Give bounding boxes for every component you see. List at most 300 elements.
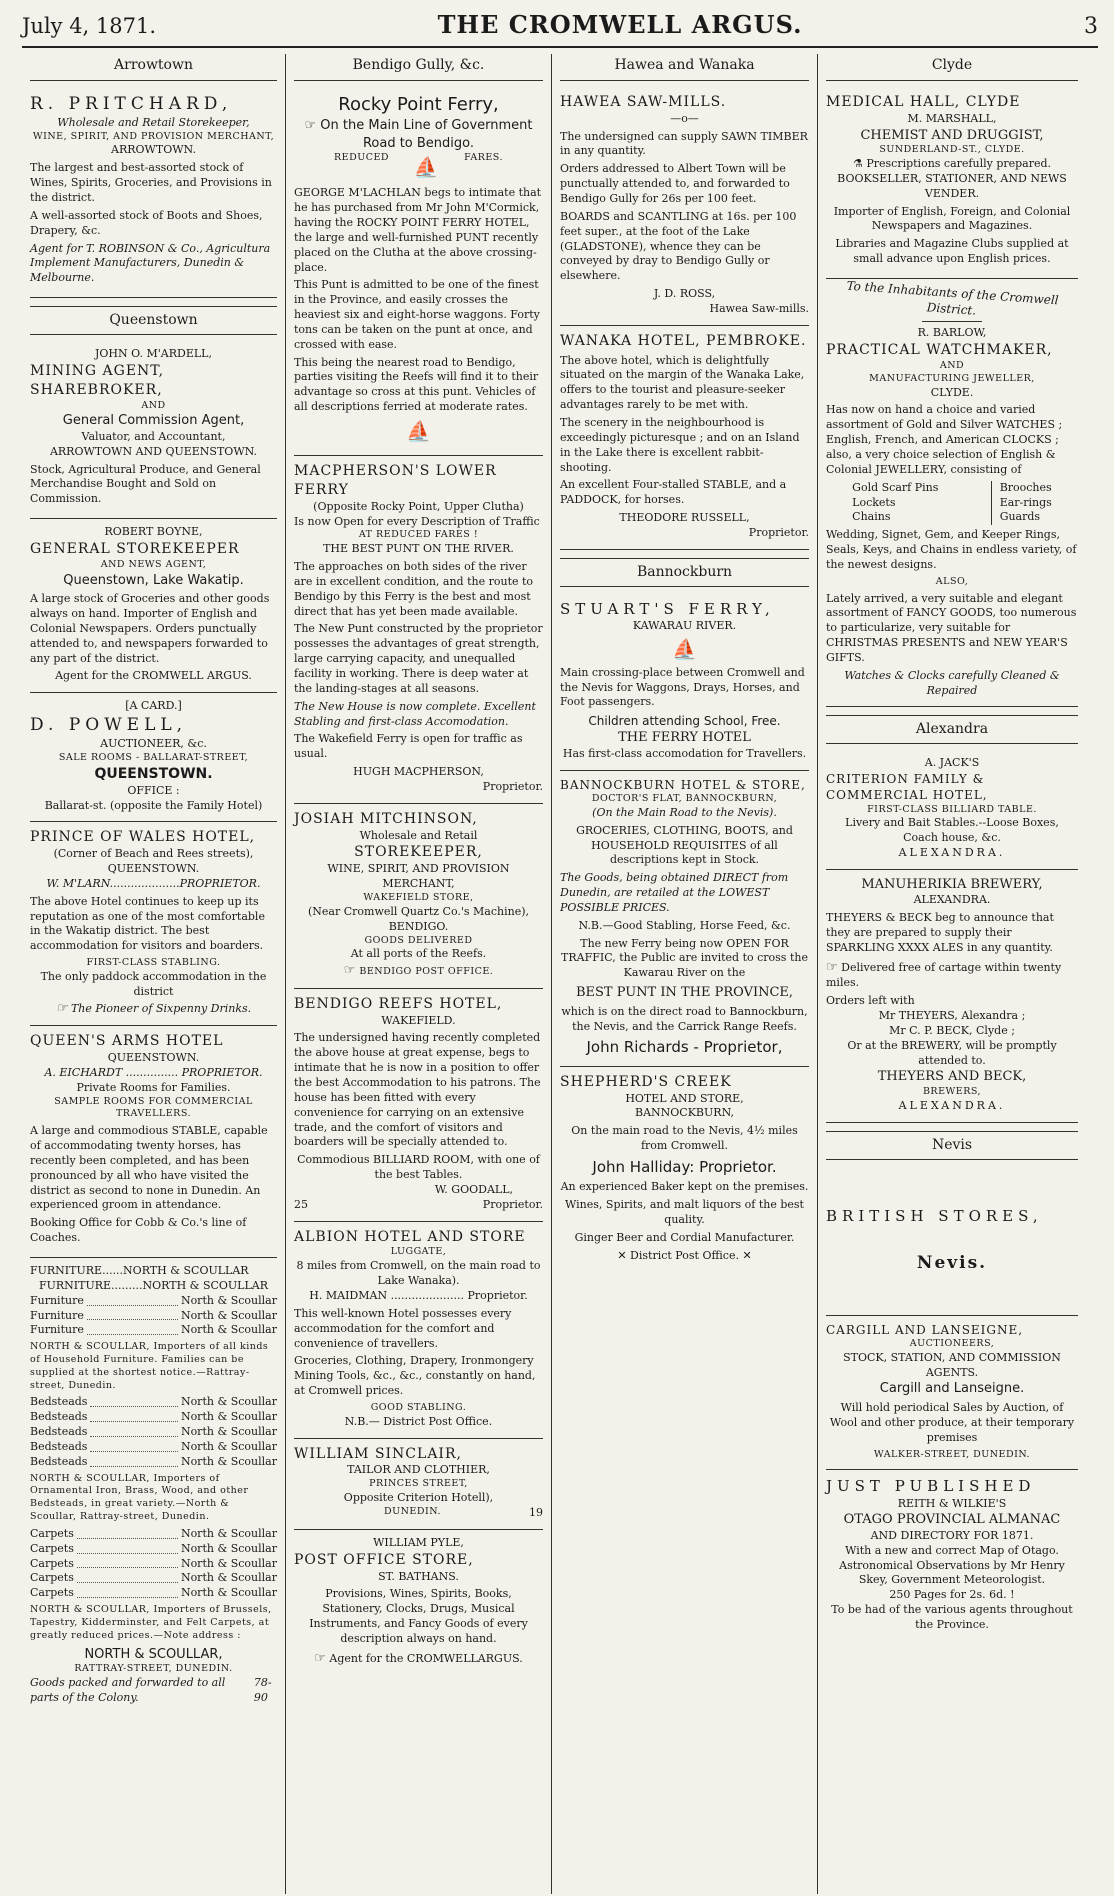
ad-macpherson-ferry: [294, 456, 543, 804]
row-firm: North & Scoullar: [180, 1586, 277, 1600]
ad-name: M. MARSHALL,: [907, 111, 997, 125]
ad-title: D. POWELL,: [30, 715, 188, 736]
row-firm: North & Scoullar: [180, 1323, 277, 1337]
ad-queens-arms: [30, 1026, 277, 1258]
row-item: Carpets: [30, 1526, 74, 1540]
ad-sign: [294, 1198, 543, 1213]
column-2: [286, 54, 552, 1894]
ad-goods: [30, 1676, 277, 1706]
ad-body: Libraries and Magazine Clubs supplied at small advance upon English prices.: [835, 237, 1069, 266]
ad-post: ✕ District Post Office. ✕: [617, 1248, 752, 1262]
ad-code: 78-90: [253, 1675, 272, 1704]
row-firm: North & Scoullar: [180, 1293, 277, 1307]
ad-title2: General Commission Agent,: [62, 413, 245, 429]
ad-rooms: SALE ROOMS - BALLARAT-STREET,: [58, 751, 249, 763]
ad-trade: MANUFACTURING JEWELLER,: [869, 372, 1035, 384]
ad-name: JOHN O. M'ARDELL,: [95, 346, 212, 360]
ad-num: 25: [294, 1197, 308, 1211]
list-row: [30, 1571, 277, 1586]
ad-pages: 250 Pages for 2s. 6d. !: [889, 1588, 1015, 1602]
ad-note: NORTH & SCOULLAR, Importers of all kinds of Household Furniture. Families can be supplied at the shortest notice.—Rattray-street, Dunedin.: [30, 1341, 269, 1391]
ad-hawea-saw-mills: [560, 87, 809, 326]
ad-line-text: On the Main Line of Government Road to Bendigo.: [320, 118, 533, 151]
ad-bannockburn-hotel: [560, 771, 809, 1067]
ad-name: THEYERS AND BECK,: [877, 1069, 1027, 1085]
row-dots: [90, 1395, 177, 1407]
ad-stuarts-ferry: [560, 593, 809, 771]
row-firm: North & Scoullar: [180, 1541, 277, 1555]
ad-goods: The Goods, being obtained DIRECT from Dunedin, are retailed at the LOWEST POSSIBLE PRICES.: [560, 871, 789, 914]
ad-books: BOOKSELLER, STATIONER, AND NEWS VENDER.: [837, 171, 1067, 200]
masthead: [22, 10, 1098, 48]
ship-icon: ⛵: [672, 636, 697, 661]
ad-line: WINE, SPIRIT, AND PROVISION MERCHANT,: [32, 130, 275, 142]
ad-name: Cargill and Lanseigne.: [879, 1381, 1025, 1397]
ad-title: QUEEN'S ARMS HOTEL: [30, 1033, 224, 1050]
ad-card: [A CARD.]: [125, 699, 182, 713]
ad-valuator: Valuator, and Accountant,: [81, 429, 226, 443]
row-dots: [90, 1455, 177, 1467]
ad-bill: FIRST-CLASS BILLIARD TABLE.: [867, 803, 1037, 815]
section-head-alexandra: Alexandra: [826, 715, 1078, 744]
section-head-bendigo: Bendigo Gully, &c.: [294, 54, 543, 81]
bedsteads-list: [30, 1395, 277, 1469]
ad-furniture: [30, 1258, 277, 1714]
row-firm: North & Scoullar: [180, 1308, 277, 1322]
ad-town: BENDIGO.: [388, 919, 449, 933]
ad-note: NORTH & SCOULLAR, Importers of Ornamental Iron, Brass, Wood, and other Bedsteads, in great variety.—North & Scoullar, Rattray-street, Dunedin.: [30, 1472, 249, 1523]
pointing-hand-icon: ☞: [343, 963, 356, 979]
section-head-queenstown: Queenstown: [30, 306, 277, 335]
ad-prop: A. EICHARDT ............... PROPRIETOR.: [44, 1065, 263, 1079]
ad-stabling: FIRST-CLASS STABLING.: [86, 957, 221, 969]
ad-pub: REITH & WILKIE'S: [897, 1496, 1007, 1510]
row-dots: [77, 1571, 178, 1583]
row-firm: North & Scoullar: [180, 1439, 277, 1453]
ad-prop: Proprietor.: [748, 525, 809, 539]
ad-road: (On the Main Road to the Nevis).: [592, 805, 777, 819]
ad-astro: Astronomical Observations by Mr Henry Skey, Government Meteorologist.: [839, 1558, 1065, 1587]
ad-title: GENERAL STOREKEEPER: [30, 541, 240, 558]
ad-ferry: The Wakefield Ferry is open for traffic as usual.: [294, 732, 523, 761]
ad-title: PRINCE OF WALES HOTEL,: [30, 829, 256, 846]
ad-trade: AUCTIONEER, &c.: [100, 737, 207, 751]
ad-title: BANNOCKBURN HOTEL & STORE,: [560, 777, 806, 792]
ad-town: LUGGATE,: [390, 1246, 447, 1258]
ad-sinclair: [294, 1439, 543, 1530]
ad-name: J. D. ROSS,: [653, 287, 716, 301]
ship-icon: ⛵: [413, 155, 440, 180]
ad-nb: N.B.—Good Stabling, Horse Feed, &c.: [578, 918, 791, 932]
list-row: [30, 1395, 277, 1410]
ad-body: Will hold periodical Sales by Auction, of Wool and other produce, at their temporary premises: [829, 1400, 1075, 1444]
ad-o3: Or at the BREWERY, will be promptly attended to.: [847, 1038, 1057, 1067]
ad-boyne: [30, 519, 277, 693]
ad-sub: Wholesale and Retail: [359, 828, 478, 842]
ad-house: The New House is now complete. Excellent Stabling and first-class Accomodation.: [294, 699, 536, 728]
ad-body: The undersigned having recently completed the above house at great expense, begs to intimate that he is now in a position to offer the best Accommodation to his patrons. The house has been fitted with every convenience for carrying on an extensive trade, and the comfort of visitors and boarders will be specially attended to.: [294, 1031, 541, 1149]
ad-post: N.B.— District Post Office.: [344, 1414, 493, 1428]
ad-british-stores: [826, 1166, 1078, 1316]
ad-title: MEDICAL HALL, CLYDE: [826, 93, 1021, 110]
ad-body: An excellent Four-stalled STABLE, and a PADDOCK, for horses.: [560, 478, 787, 507]
row-item: Carpets: [30, 1541, 74, 1555]
ad-jack-criterion: [826, 750, 1078, 870]
ad-best: BEST PUNT IN THE PROVINCE,: [575, 985, 794, 1001]
ad-title: WANAKA HOTEL, PEMBROKE.: [560, 332, 807, 349]
ad-title: R. PRITCHARD,: [30, 93, 233, 114]
ad-body: The New Punt constructed by the proprietor possesses the advantages of great strength, large carrying capacity, and unequalled facility in working. There is deep water at the landing-stages at all seasons.: [294, 622, 543, 695]
list-item: Chains: [852, 510, 891, 524]
ad-pres: [826, 157, 1078, 172]
ad-note: NORTH & SCOULLAR, Importers of Brussels, Tapestry, Kidderminster, and Felt Carpets, at greatly reduced prices.—Note address :: [30, 1604, 272, 1641]
ad-del: [826, 959, 1078, 991]
ad-title: CRITERION FAMILY & COMMERCIAL HOTEL,: [826, 772, 988, 803]
list-row: [30, 1455, 277, 1470]
row-item: Furniture: [30, 1308, 84, 1322]
ad-name: W. GOODALL,: [434, 1182, 513, 1196]
ad-baker: An experienced Baker kept on the premises.: [560, 1180, 809, 1194]
ad-body: Stock, Agricultural Produce, and General Merchandise Bought and Sold on Commission.: [30, 462, 261, 506]
row-item: Carpets: [30, 1586, 74, 1600]
ad-name: WILLIAM PYLE,: [373, 1535, 464, 1549]
list-item: Lockets: [852, 495, 896, 509]
ad-town-row: [294, 1506, 543, 1521]
row-firm: North & Scoullar: [180, 1395, 277, 1409]
column-3: [552, 54, 818, 1894]
ad-body: The approaches on both sides of the river are in excellent condition, and the route to Bendigo by this Ferry is the best and most direct that has yet been made available.: [294, 560, 534, 618]
ad-body: Has now on hand a choice and varied assortment of Gold and Silver WATCHES ; English, French, and American CLOCKS ; also, a very choice selection of English & Colonial JEWELLERY, consisting of: [826, 403, 1063, 476]
ad-towns: ARROWTOWN AND QUEENSTOWN.: [49, 444, 258, 458]
ad-flat: DOCTOR'S FLAT, BANNOCKBURN,: [591, 793, 778, 805]
ad-addr: Ballarat-st. (opposite the Family Hotel): [44, 798, 263, 812]
ad-body: The above Hotel continues to keep up its reputation as one of the most comfortable in the Wakatip district. The best accommodation for visitors and boarders.: [30, 894, 265, 953]
carpets-list: [30, 1527, 277, 1601]
row-dots: [87, 1309, 178, 1321]
ad-name: A. JACK'S: [924, 756, 980, 770]
ad-ws: WAKEFIELD STORE,: [363, 892, 474, 904]
ad-livery: Livery and Bait Stables.--Loose Boxes, Coach house, &c.: [845, 816, 1059, 845]
row-item: Bedsteads: [30, 1410, 88, 1424]
list-row: [30, 1323, 277, 1338]
pointing-hand-icon: ☞: [55, 1000, 68, 1016]
ad-title: HAWEA SAW-MILLS.: [560, 93, 727, 110]
row-item: Furniture: [30, 1323, 84, 1337]
ad-agent: [294, 1650, 543, 1668]
ad-title: WILLIAM SINCLAIR,: [294, 1445, 462, 1462]
ad-title: BRITISH STORES,: [826, 1206, 1043, 1225]
row-firm: North & Scoullar: [180, 1526, 277, 1540]
ad-town: QUEENSTOWN.: [107, 1051, 200, 1065]
ad-title: MINING AGENT, SHAREBROKER,: [30, 362, 165, 398]
ad-trade: TAILOR AND CLOTHIER,: [347, 1463, 490, 1477]
jewellery-right: [991, 481, 1052, 526]
ad-near: (Near Cromwell Quartz Co.'s Machine),: [307, 904, 530, 918]
ad-stab: GOOD STABLING.: [370, 1401, 467, 1413]
row-dots: [90, 1440, 177, 1452]
ad-dir: AND DIRECTORY FOR 1871.: [870, 1528, 1034, 1542]
ad-body: Wedding, Signet, Gem, and Keeper Rings, Seals, Keys, and Chains in endless variety, of the newest designs.: [826, 528, 1077, 571]
ad-drinks: [30, 1000, 277, 1018]
jewellery-left: [852, 481, 938, 526]
ad-body: Lately arrived, a very suitable and elegant assortment of FANCY GOODS, too numerous to particularize, very suitable for CHRISTMAS PRESENTS and NEW YEAR'S GIFTS.: [826, 591, 1077, 664]
ad-town: ST. BATHANS.: [378, 1569, 459, 1583]
ad-brew: BREWERS,: [922, 1086, 982, 1097]
list-row: [30, 1294, 277, 1309]
section-head-arrowtown: Arrowtown: [30, 54, 277, 81]
furniture-list: [30, 1294, 277, 1339]
ad-body: This being the nearest road to Bendigo, parties visiting the Reefs will find it to their advantage so cross at this punt. Vehicles of all descriptions ferried at moderate rates.: [294, 355, 539, 414]
row-item: Bedsteads: [30, 1395, 88, 1409]
ad-street: SUNDERLAND-ST., CLYDE.: [879, 144, 1025, 156]
ad-mcardell: [30, 341, 277, 519]
row-item: Furniture: [30, 1293, 84, 1307]
ad-title: SHEPHERD'S CREEK: [560, 1073, 732, 1090]
ad-body: GROCERIES, CLOTHING, BOOTS, and HOUSEHOLD REQUISITES of all descriptions kept in Stock.: [576, 823, 793, 867]
row-dots: [77, 1557, 178, 1569]
ad-title: CARGILL AND LANSEIGNE,: [826, 1322, 1024, 1337]
ad-body: BOARDS and SCANTLING at 16s. per 100 feet super., at the foot of the Lake (GLADSTONE), whence they can be conveyed by dray to Bendigo Gully or elsewhere.: [560, 209, 797, 283]
row-item: Carpets: [30, 1556, 74, 1570]
list-row: [30, 1425, 277, 1440]
section-head-clyde: Clyde: [826, 54, 1078, 81]
row-firm: North & Scoullar: [180, 1571, 277, 1585]
ad-town: Queenstown, Lake Wakatip.: [63, 572, 244, 588]
ship-icon: ⛵: [406, 418, 431, 443]
ad-fares: [294, 152, 543, 183]
section-head-nevis: Nevis: [826, 1131, 1078, 1160]
ad-shepherds-creek: [560, 1067, 809, 1275]
ad-addr: NORTH & SCOULLAR,: [84, 1646, 223, 1662]
list-row: [30, 1542, 277, 1557]
ad-name: ROBERT BOYNE,: [104, 525, 203, 539]
ad-stock: STOCK, STATION, AND COMMISSION AGENTS.: [843, 1350, 1061, 1379]
ad-body: Importer of English, Foreign, and Colonial Newspapers and Magazines.: [833, 204, 1071, 233]
ad-prop: W. M'LARN....................PROPRIETOR.: [46, 876, 261, 890]
row-item: Bedsteads: [30, 1454, 88, 1468]
ad-sub: AND NEWS AGENT,: [100, 558, 207, 570]
ad-line: WINE, SPIRIT, AND PROVISION MERCHANT,: [327, 862, 510, 891]
ad-name: R. BARLOW,: [917, 326, 987, 340]
columns: [22, 54, 1098, 1894]
ad-billiard: Commodious BILLIARD ROOM, with one of the best Tables.: [297, 1153, 540, 1182]
ad-to: To the Inhabitants of the Cromwell District.: [846, 278, 1060, 318]
list-item: Brooches: [999, 480, 1052, 494]
ad-ginger: Ginger Beer and Cordial Manufacturer.: [574, 1230, 795, 1244]
ad-powell: [30, 693, 277, 822]
ad-map: With a new and correct Map of Otago.: [845, 1543, 1059, 1557]
ad-corner: (Corner of Beach and Rees streets),: [53, 847, 254, 861]
ad-agents: To be had of the various agents throughout the Province.: [831, 1603, 1073, 1632]
ad-place: Hawea Saw-mills.: [709, 301, 809, 315]
ad-name: OTAGO PROVINCIAL ALMANAC: [843, 1512, 1061, 1528]
ad-body: Provisions, Wines, Spirits, Books, Stationery, Clocks, Drugs, Musical Instruments, and Fancy Goods of every description always on hand.: [309, 1587, 528, 1645]
ad-also: ALSO,: [935, 575, 969, 587]
row-item: Bedsteads: [30, 1439, 88, 1453]
ad-best: THE BEST PUNT ON THE RIVER.: [323, 542, 514, 556]
ad-title2: FURNITURE.........NORTH & SCOULLAR: [38, 1278, 269, 1292]
ad-town2: ALEXANDRA.: [898, 1098, 1006, 1112]
row-dots: [77, 1542, 178, 1554]
ad-store: STOREKEEPER,: [354, 844, 483, 861]
ad-prop: Proprietor.: [482, 779, 543, 793]
ad-body: Orders addressed to Albert Town will be punctually attended to, and forwarded to Bendigo Gully for 26s per 100 feet.: [560, 162, 790, 205]
ad-town: CLYDE.: [930, 385, 974, 399]
list-item: Guards: [999, 510, 1041, 524]
ad-post-text: BENDIGO POST OFFICE.: [359, 966, 494, 978]
row-dots: [90, 1425, 177, 1437]
ad-repair: Watches & Clocks carefully Cleaned & Repaired: [844, 668, 1060, 697]
ad-body: Groceries, Clothing, Drapery, Ironmongery Mining Tools, &c., &c., constantly on hand, at Cromwell prices.: [294, 1354, 536, 1398]
pointing-hand-icon: ☞: [304, 118, 317, 134]
ad-title: JUST PUBLISHED: [826, 1477, 1036, 1496]
ad-del-text: Delivered free of cartage within twenty miles.: [826, 960, 1062, 990]
ad-title: POST OFFICE STORE,: [294, 1551, 474, 1568]
ad-town: ALEXANDRA.: [913, 893, 991, 907]
ad-goods-text: Goods packed and forwarded to all parts of the Colony.: [30, 1675, 226, 1704]
ad-body: A large and commodious STABLE, capable of accommodating twenty horses, has recently been completed, and has been pronounced by all who have visited the district as second to none in Dunedin. An experienced groom in attendance.: [30, 1124, 268, 1212]
ad-town: QUEENSTOWN.: [94, 765, 213, 782]
row-firm: North & Scoullar: [180, 1425, 277, 1439]
row-dots: [90, 1410, 177, 1422]
ad-fares-label: FARES.: [464, 152, 503, 164]
row-firm: North & Scoullar: [180, 1454, 277, 1468]
ad-mitchinson: [294, 804, 543, 989]
ad-orders: Orders left with: [826, 994, 915, 1008]
ad-reduced: REDUCED: [334, 152, 390, 164]
ad-reduced: AT REDUCED FARES !: [358, 529, 479, 541]
pointing-hand-icon: ☞: [826, 959, 838, 975]
row-dots: [87, 1294, 178, 1306]
ad-body: A large stock of Groceries and other goods always on hand. Importer of English and Colonial Newspapers. Orders punctually attended to, and newspapers forwarded to any part of the district.: [30, 592, 270, 665]
pointing-hand-icon: ☞: [314, 1650, 326, 1666]
ad-albion: [294, 1222, 543, 1439]
ad-post: [294, 962, 543, 980]
ad-wanaka-hotel: [560, 326, 809, 550]
ad-goods: GOODS DELIVERED: [364, 934, 473, 946]
ad-town: Nevis.: [916, 1252, 988, 1273]
ad-body: The scenery in the neighbourhood is exceedingly picturesque ; and on an Island in the Lake there is excellent rabbit-shooting.: [560, 416, 800, 474]
ad-hotel: THE FERRY HOTEL: [618, 730, 751, 746]
ad-booking: Booking Office for Cobb & Co.'s line of Coaches.: [30, 1216, 247, 1245]
ad-body: Agent for T. ROBINSON & Co., Agricultura Implement Manufacturers, Dunedin & Melbourne.: [30, 241, 271, 285]
ad-street: RATTRAY-STREET, DUNEDIN.: [74, 1663, 233, 1675]
ad-title: BENDIGO REEFS HOTEL,: [294, 995, 503, 1012]
ad-body: The above hotel, which is delightfully situated on the margin of the Wanaka Lake, offers to the tourist and pleasure-seeker advantages rarely to be met with.: [560, 353, 805, 412]
ad-title: JOSIAH MITCHINSON,: [294, 810, 478, 827]
ad-rocky-point-ferry: [294, 87, 543, 456]
ad-drinks-text: The Pioneer of Sixpenny Drinks.: [70, 1001, 252, 1015]
ad-body: The largest and best-assorted stock of Wines, Spirits, Groceries, and Provisions in the district.: [30, 161, 272, 205]
ad-o2: Mr C. P. BECK, Clyde ;: [889, 1023, 1015, 1037]
ad-agent-text: Agent for the CROMWELLARGUS.: [329, 1651, 523, 1665]
ad-barlow: [826, 279, 1078, 708]
ad-almanac: [826, 1470, 1078, 1641]
ad-rule: —o—: [670, 111, 699, 125]
list-item: Ear-rings: [999, 495, 1052, 509]
ad-sub: (Opposite Rocky Point, Upper Clutha): [313, 499, 524, 513]
ad-prop: Proprietor.: [482, 1197, 543, 1211]
ad-num: 19: [529, 1505, 543, 1519]
ad-street: PRINCES STREET,: [369, 1478, 468, 1490]
list-row: [30, 1557, 277, 1572]
ad-sub: HOTEL AND STORE,: [625, 1091, 744, 1105]
list-row: [30, 1586, 277, 1601]
ad-medical-hall: [826, 87, 1078, 279]
ad-line: [294, 117, 543, 152]
ad-trade: CHEMIST AND DRUGGIST,: [860, 127, 1044, 143]
ad-prop: John Halliday: Proprietor.: [592, 1157, 777, 1176]
list-row: [30, 1527, 277, 1542]
page-number: 3: [1083, 14, 1098, 39]
ad-manuherikia-brewery: [826, 870, 1078, 1123]
ad-town: WAKEFIELD.: [381, 1013, 456, 1027]
ad-and: AND: [939, 360, 965, 371]
row-dots: [77, 1527, 178, 1539]
row-firm: North & Scoullar: [180, 1410, 277, 1424]
ad-name: THEODORE RUSSELL,: [619, 511, 750, 525]
mortar-icon: ⚗: [852, 156, 863, 170]
ad-prop: H. MAIDMAN ..................... Proprietor.: [309, 1288, 528, 1302]
ad-body: This Punt is admitted to be one of the finest in the Province, and easily crosses the heaviest six and eight-horse waggons. Forty tons can be taken on the punt at once, and crossed with ease.: [294, 278, 540, 351]
ad-pres-text: Prescriptions carefully prepared.: [866, 156, 1052, 170]
list-row: [30, 1440, 277, 1455]
ad-title: PRACTICAL WATCHMAKER,: [826, 342, 1053, 359]
ad-title: MANUHERIKIA BREWERY,: [861, 876, 1043, 892]
ad-wines: Wines, Spirits, and malt liquors of the best quality.: [565, 1197, 804, 1226]
row-firm: North & Scoullar: [180, 1556, 277, 1570]
row-item: Carpets: [30, 1571, 74, 1585]
ad-town: ARROWTOWN.: [111, 143, 196, 157]
ad-road2: which is on the direct road to Bannockburn, the Nevis, and the Carrick Range Reefs.: [561, 1004, 808, 1033]
ad-pritchard: [30, 87, 277, 298]
row-item: Bedsteads: [30, 1425, 88, 1439]
ad-title: MACPHERSON'S LOWER FERRY: [294, 462, 497, 498]
ad-town: BANNOCKBURN,: [635, 1106, 734, 1120]
ad-reefs: At all ports of the Reefs.: [350, 947, 487, 961]
section-head-hawea: Hawea and Wanaka: [560, 54, 809, 81]
ad-opp: Opposite Criterion Hotell),: [343, 1491, 494, 1505]
ad-pyle: [294, 1530, 543, 1676]
ad-agent: Agent for the CROMWELL ARGUS.: [55, 669, 252, 683]
ad-prop: John Richards - Proprietor,: [586, 1038, 783, 1057]
ad-and: AND: [141, 399, 166, 411]
ad-body: THEYERS & BECK beg to announce that they are prepared to supply their SPARKLING XXXX ALES in any quantity.: [826, 911, 1054, 954]
ad-name: HUGH MACPHERSON,: [353, 765, 484, 779]
ad-town: QUEENSTOWN.: [107, 862, 200, 876]
ad-sample: SAMPLE ROOMS FOR COMMERCIAL TRAVELLERS.: [54, 1095, 253, 1120]
ad-subtitle: Wholesale and Retail Storekeeper,: [57, 115, 250, 129]
ad-title: STUART'S FERRY,: [560, 599, 775, 618]
ad-rooms: Private Rooms for Families.: [76, 1080, 231, 1094]
list-row: [30, 1309, 277, 1324]
ad-paddock: The only paddock accommodation in the district: [40, 969, 267, 998]
ad-accom: Has first-class accomodation for Travellers.: [562, 747, 807, 761]
row-dots: [87, 1323, 178, 1335]
issue-date: July 4, 1871.: [22, 14, 157, 38]
ad-title: Rocky Point Ferry,: [338, 93, 499, 115]
jewellery-list: [826, 481, 1078, 526]
list-row: [30, 1410, 277, 1425]
ad-body: Main crossing-place between Cromwell and the Nevis for Waggons, Drays, Horses, and Foot passengers.: [560, 665, 805, 709]
ad-prince-of-wales: [30, 822, 277, 1026]
column-1: [22, 54, 286, 1894]
divider: [922, 321, 982, 322]
ad-body: This well-known Hotel possesses every accommodation for the comfort and convenience of travellers.: [294, 1306, 512, 1350]
ad-school: Children attending School, Free.: [588, 714, 781, 729]
ad-bendigo-reefs-hotel: [294, 989, 543, 1222]
ad-body: A well-assorted stock of Boots and Shoes, Drapery, &c.: [30, 208, 263, 237]
